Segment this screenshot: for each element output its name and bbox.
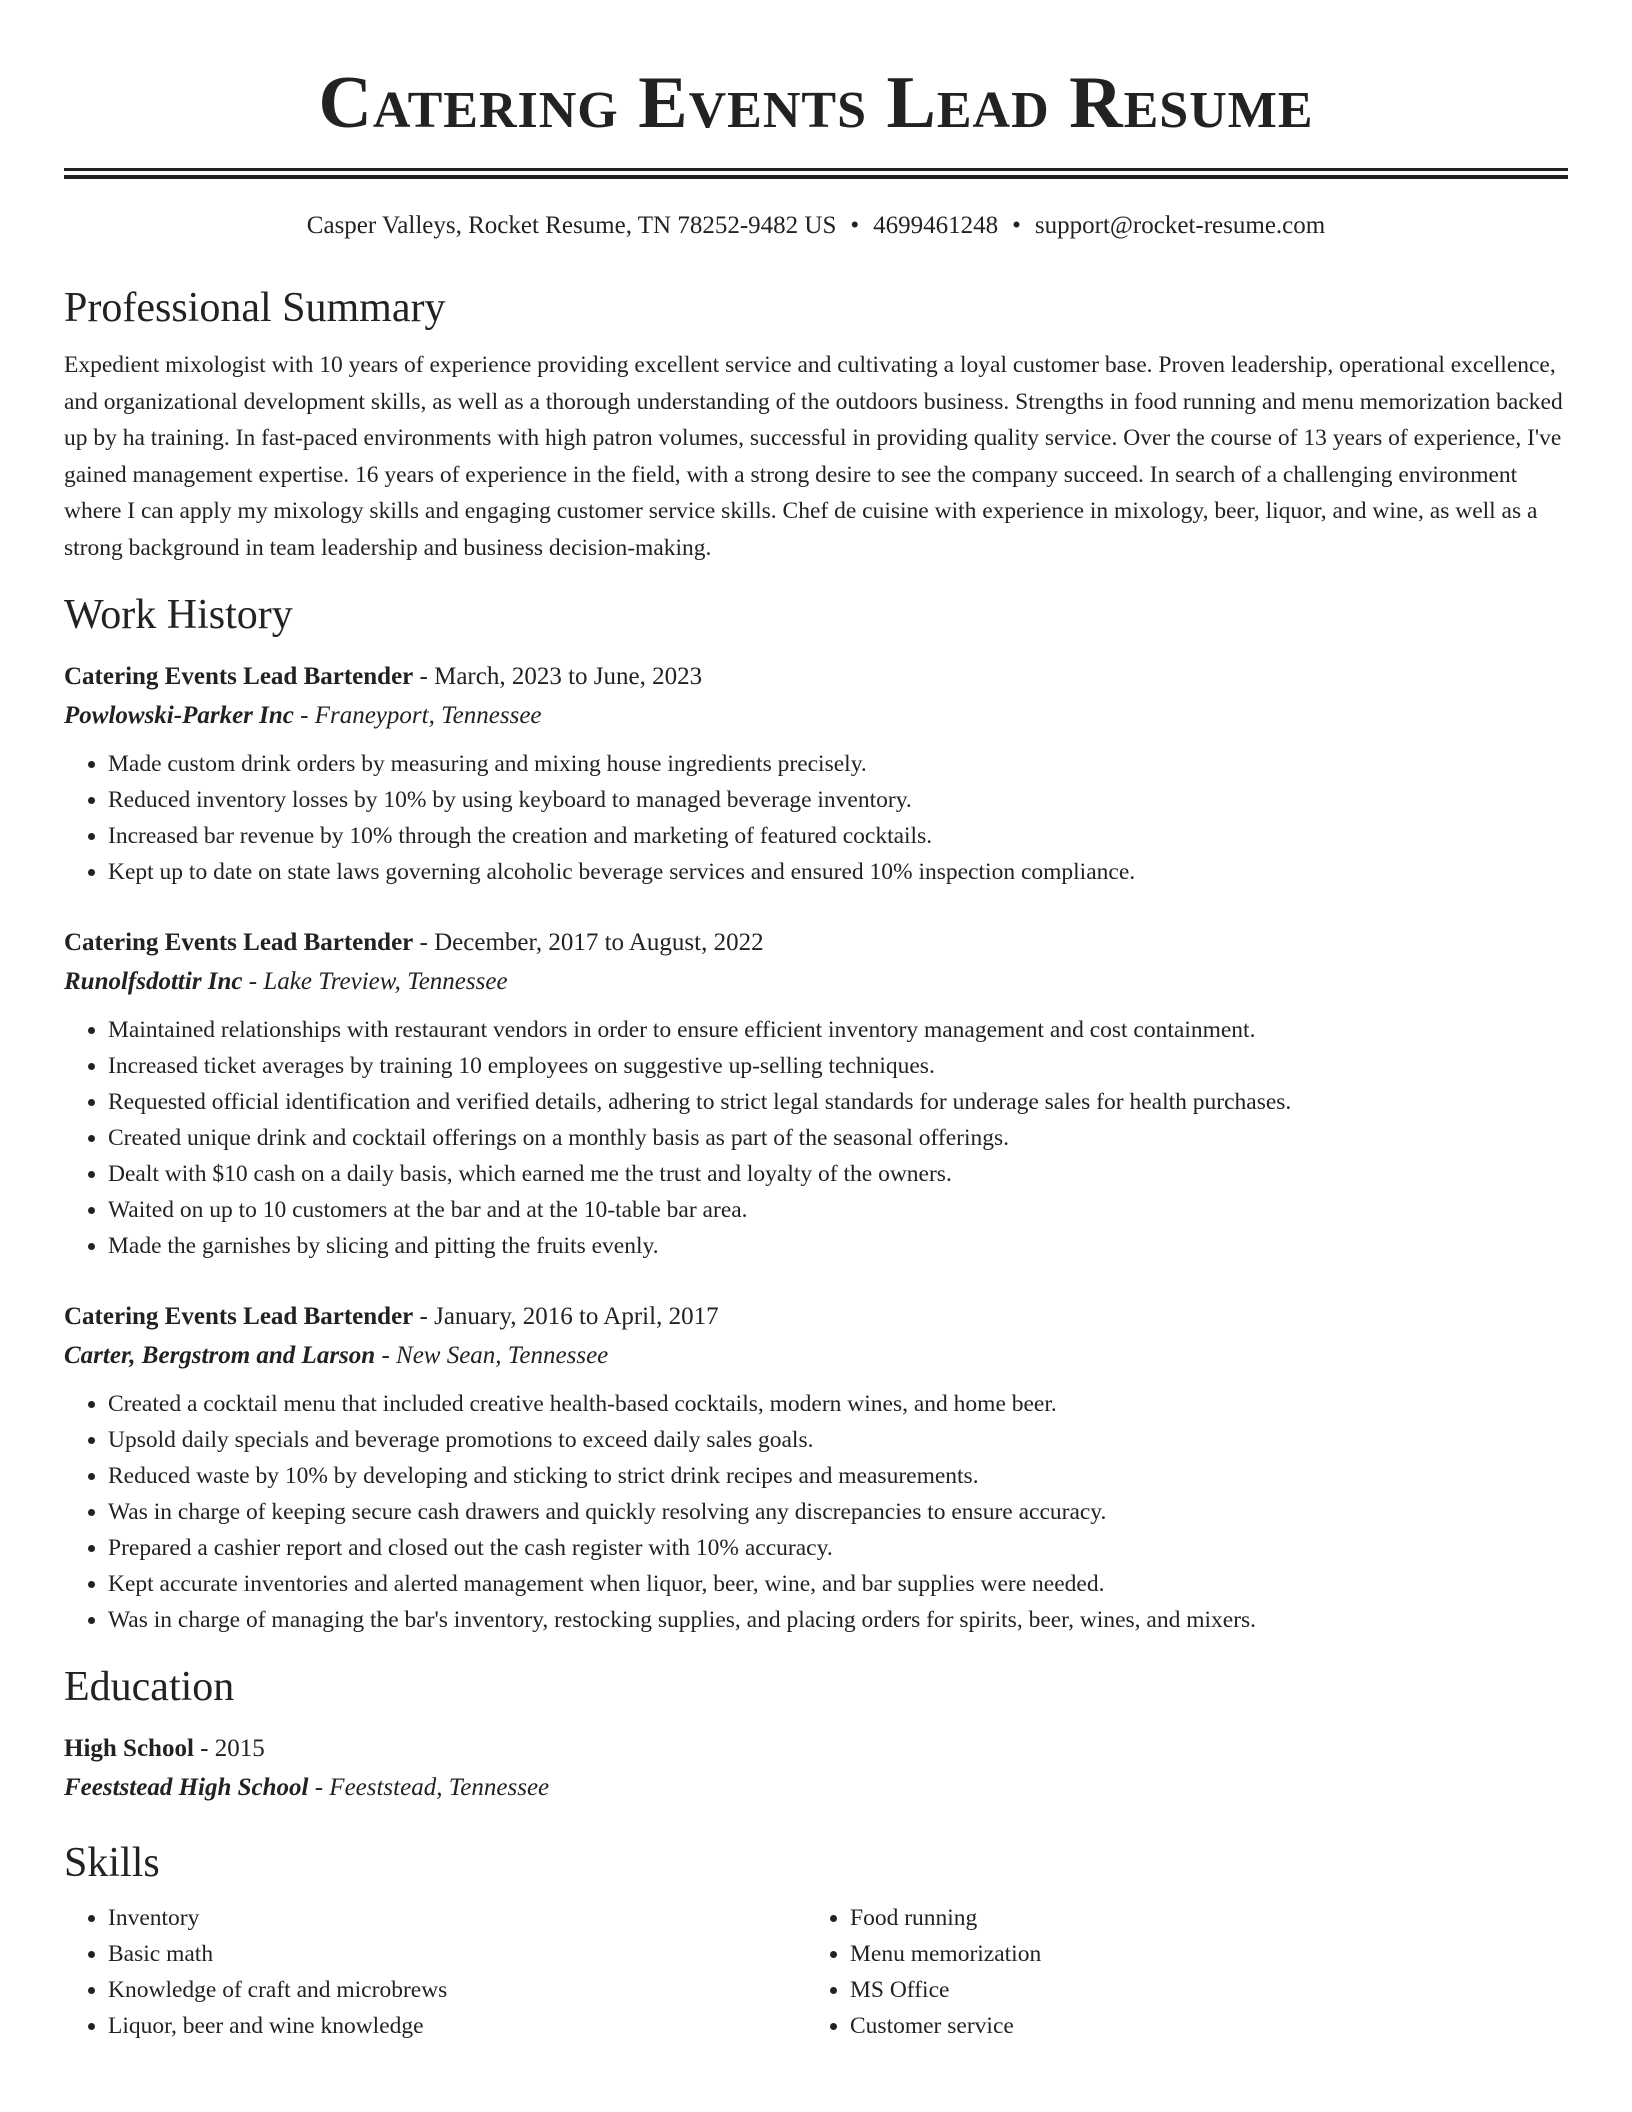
job-bullet: • Increased bar revenue by 10% through the creation and marketing of featured cocktails.	[108, 818, 1568, 854]
skills-list	[64, 1900, 1568, 2044]
job-bullet: • Dealt with $10 cash on a daily basis, which earned me the trust and loyalty of the owners.	[108, 1156, 1568, 1192]
company-name: Powlowski-Parker Inc	[64, 702, 294, 729]
school-location: - Feeststead, Tennessee	[308, 1774, 550, 1801]
skill-item: • Food running	[850, 1900, 1548, 1936]
job-bullet: • Upsold daily specials and beverage promotions to exceed daily sales goals.	[108, 1422, 1568, 1458]
skills-column-right	[806, 1900, 1548, 2044]
title-divider	[64, 168, 1568, 179]
school-name: Feeststead High School	[64, 1774, 309, 1801]
job-title-line	[64, 1298, 1568, 1336]
job-bullet: • Kept up to date on state laws governing alcoholic beverage services and ensured 10% inspection compliance.	[108, 854, 1568, 890]
job-bullet: • Created a cocktail menu that included creative health-based cocktails, modern wines, and home beer.	[108, 1386, 1568, 1422]
contact-separator: •	[1012, 212, 1021, 239]
school-line	[64, 1768, 1568, 1808]
company-location: - Franeyport, Tennessee	[293, 702, 542, 729]
job-bullet: • Maintained relationships with restaurant vendors in order to ensure efficient inventory management and cost containment.	[108, 1012, 1568, 1048]
job-bullet: • Was in charge of keeping secure cash drawers and quickly resolving any discrepancies to ensure accuracy.	[108, 1494, 1568, 1530]
degree-line	[64, 1730, 1568, 1768]
job-entry	[64, 1298, 1568, 1638]
job-bullet: • Reduced waste by 10% by developing and sticking to strict drink recipes and measurements.	[108, 1458, 1568, 1494]
education-heading: Education	[64, 1664, 235, 1710]
skill-item: • Customer service	[850, 2008, 1548, 2044]
job-entry	[64, 924, 1568, 1264]
skill-item: • Menu memorization	[850, 1936, 1548, 1972]
contact-phone: 4699461248	[873, 212, 999, 239]
job-bullet: • Reduced inventory losses by 10% by using keyboard to managed beverage inventory.	[108, 782, 1568, 818]
contact-separator: •	[850, 212, 860, 239]
contact-address: Casper Valleys, Rocket Resume, TN 78252-9482 US	[306, 212, 837, 239]
contact-line	[64, 211, 1568, 241]
skill-item: • Liquor, beer and wine knowledge	[108, 2008, 806, 2044]
company-name: Carter, Bergstrom and Larson	[64, 1342, 376, 1369]
education-entry	[64, 1730, 1568, 1808]
job-title: Catering Events Lead Bartender	[64, 929, 414, 956]
skills-column-left	[64, 1900, 806, 2044]
job-title: Catering Events Lead Bartender	[64, 1303, 414, 1330]
company-line	[64, 962, 1568, 1002]
skill-item: • Knowledge of craft and microbrews	[108, 1972, 806, 2008]
job-bullet: • Created unique drink and cocktail offerings on a monthly basis as part of the seasonal offerings.	[108, 1120, 1568, 1156]
job-dates: - March, 2023 to June, 2023	[413, 663, 703, 690]
skill-item: • Basic math	[108, 1936, 806, 1972]
degree: High School	[64, 1735, 194, 1762]
job-bullet: • Waited on up to 10 customers at the bar and at the 10-table bar area.	[108, 1192, 1568, 1228]
job-bullet: • Requested official identification and verified details, adhering to strict legal standards for underage sales for health purchases.	[108, 1084, 1568, 1120]
job-title-line	[64, 658, 1568, 696]
job-bullets	[64, 746, 1568, 890]
job-bullet: • Increased ticket averages by training 10 employees on suggestive up-selling techniques.	[108, 1048, 1568, 1084]
work-history-heading: Work History	[64, 592, 293, 638]
job-bullets	[64, 1012, 1568, 1264]
job-bullet: • Made the garnishes by slicing and pitting the fruits evenly.	[108, 1228, 1568, 1264]
job-bullet: • Prepared a cashier report and closed out the cash register with 10% accuracy.	[108, 1530, 1568, 1566]
job-entry	[64, 658, 1568, 890]
company-location: - Lake Treview, Tennessee	[242, 968, 508, 995]
resume-title: Catering Events Lead Resume	[318, 62, 1314, 144]
job-title-line	[64, 924, 1568, 962]
job-title: Catering Events Lead Bartender	[64, 663, 414, 690]
company-line	[64, 696, 1568, 736]
contact-email[interactable]: support@rocket-resume.com	[1034, 212, 1326, 239]
summary-heading: Professional Summary	[64, 285, 446, 331]
company-location: - New Sean, Tennessee	[375, 1342, 609, 1369]
job-bullet: • Kept accurate inventories and alerted management when liquor, beer, wine, and bar supplies were needed.	[108, 1566, 1568, 1602]
skill-item: • MS Office	[850, 1972, 1548, 2008]
degree-year: - 2015	[193, 1735, 265, 1762]
job-bullets	[64, 1386, 1568, 1638]
job-dates: - December, 2017 to August, 2022	[413, 929, 764, 956]
job-bullet: • Made custom drink orders by measuring and mixing house ingredients precisely.	[108, 746, 1568, 782]
company-line	[64, 1336, 1568, 1376]
summary-text: Expedient mixologist with 10 years of experience providing excellent service and cultivating a loyal customer base. Proven leadership, operational excellence, and organizational development skills, as well as a thorough understanding of the outdoors business. Strengths in food running and menu memorization backed up by ha training. In fast-paced environments with high patron volumes, successful in providing quality service. Over the course of 13 years of experience, I've gained management expertise. 16 years of experience in the field, with a strong desire to see the company succeed. In search of a challenging environment where I can apply my mixology skills and engaging customer service skills. Chef de cuisine with experience in mixology, beer, liquor, and wine, as well as a strong background in team leadership and business decision-making.	[64, 352, 1563, 561]
job-bullet: • Was in charge of managing the bar's inventory, restocking supplies, and placing orders for spirits, beer, wines, and mixers.	[108, 1602, 1568, 1638]
skills-heading: Skills	[64, 1840, 160, 1886]
job-dates: - January, 2016 to April, 2017	[413, 1303, 719, 1330]
company-name: Runolfsdottir Inc	[64, 968, 243, 995]
skill-item: • Inventory	[108, 1900, 806, 1936]
